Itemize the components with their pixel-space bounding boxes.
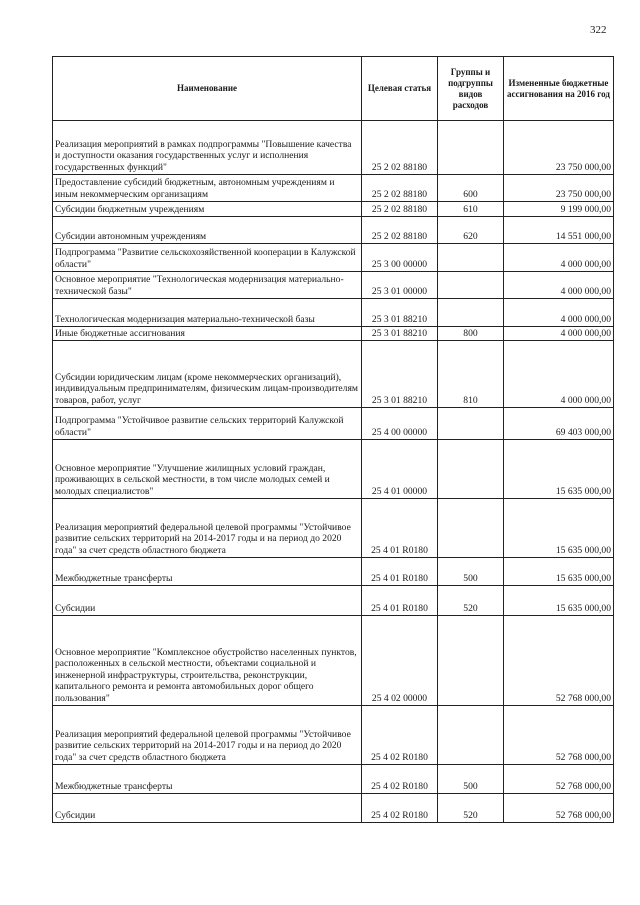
page-number: 322 (590, 24, 607, 36)
row-code: 25 2 02 88180 (362, 121, 438, 175)
row-group (438, 616, 504, 706)
row-name: Подпрограмма "Развитие сельскохозяйственной кооперации в Калужской области" (53, 244, 362, 272)
row-amount: 15 635 000,00 (504, 558, 614, 586)
row-code: 25 3 01 88210 (362, 299, 438, 327)
row-group (438, 440, 504, 499)
table-row (53, 794, 614, 823)
table-row (53, 121, 614, 175)
table-row (53, 341, 614, 408)
row-name: Технологическая модернизация материально-технической базы (53, 299, 362, 327)
row-code: 25 4 02 R0180 (362, 794, 438, 823)
row-name: Субсидии автономным учреждениям (53, 217, 362, 244)
table-row (53, 765, 614, 794)
row-name: Субсидии бюджетным учреждениям (53, 202, 362, 217)
row-amount: 4 000 000,00 (504, 272, 614, 299)
row-amount: 52 768 000,00 (504, 794, 614, 823)
row-group: 500 (438, 765, 504, 794)
row-name: Предоставление субсидий бюджетным, автономным учреждениям и иным некоммерческим организациям (53, 175, 362, 202)
row-code: 25 4 01 R0180 (362, 499, 438, 558)
row-group (438, 408, 504, 440)
row-code: 25 4 01 R0180 (362, 586, 438, 616)
row-name: Субсидии (53, 794, 362, 823)
row-code: 25 4 01 00000 (362, 440, 438, 499)
row-code: 25 4 02 R0180 (362, 706, 438, 765)
row-name: Реализация мероприятий федеральной целевой программы "Устойчивое развитие сельских территорий на 2014-2017 годы и на период до 2020 года" за счет средств областного бюджета (53, 499, 362, 558)
row-group: 620 (438, 217, 504, 244)
row-name: Реализация мероприятий в рамках подпрограммы "Повышение качества и доступности оказания государственных услуг и исполнения государственных функций" (53, 121, 362, 175)
table-row (53, 175, 614, 202)
row-amount: 69 403 000,00 (504, 408, 614, 440)
row-group: 600 (438, 175, 504, 202)
budget-table (52, 56, 614, 823)
row-amount: 52 768 000,00 (504, 616, 614, 706)
row-name: Реализация мероприятий федеральной целевой программы "Устойчивое развитие сельских территорий на 2014-2017 годы и на период до 2020 года" за счет средств областного бюджета (53, 706, 362, 765)
row-code: 25 2 02 88180 (362, 217, 438, 244)
row-group (438, 244, 504, 272)
table-row (53, 244, 614, 272)
row-name: Основное мероприятие "Технологическая модернизация материально-технической базы" (53, 272, 362, 299)
row-amount: 23 750 000,00 (504, 121, 614, 175)
row-amount: 52 768 000,00 (504, 765, 614, 794)
row-amount: 15 635 000,00 (504, 499, 614, 558)
row-group (438, 121, 504, 175)
row-name: Субсидии (53, 586, 362, 616)
header-code: Целевая статья (362, 57, 438, 121)
row-name: Подпрограмма "Устойчивое развитие сельских территорий Калужской области" (53, 408, 362, 440)
row-group (438, 706, 504, 765)
row-code: 25 4 02 R0180 (362, 765, 438, 794)
row-code: 25 4 01 R0180 (362, 558, 438, 586)
row-code: 25 3 01 88210 (362, 327, 438, 341)
table-row (53, 327, 614, 341)
table-row (53, 202, 614, 217)
row-name: Межбюджетные трансферты (53, 558, 362, 586)
row-name: Основное мероприятие "Улучшение жилищных условий граждан, проживающих в сельской местности, в том числе молодых семей и молодых специалистов" (53, 440, 362, 499)
row-code: 25 3 01 00000 (362, 272, 438, 299)
table-row (53, 217, 614, 244)
row-name: Основное мероприятие "Комплексное обустройство населенных пунктов, расположенных в сельской местности, объектами социальной и инженерной инфраструктуры, строительства, реконструкции, капитального ремонта и ремонта автомобильных дорог общего пользования" (53, 616, 362, 706)
row-code: 25 2 02 88180 (362, 175, 438, 202)
row-amount: 15 635 000,00 (504, 440, 614, 499)
table-row (53, 408, 614, 440)
row-amount: 4 000 000,00 (504, 299, 614, 327)
row-amount: 4 000 000,00 (504, 341, 614, 408)
header-group: Группы и подгруппы видов расходов (438, 57, 504, 121)
row-amount: 9 199 000,00 (504, 202, 614, 217)
row-group (438, 272, 504, 299)
row-group: 520 (438, 794, 504, 823)
header-amount: Измененные бюджетные ассигнования на 2016 год (504, 57, 614, 121)
table-row (53, 706, 614, 765)
row-amount: 4 000 000,00 (504, 327, 614, 341)
table-row (53, 499, 614, 558)
row-code: 25 3 00 00000 (362, 244, 438, 272)
row-name: Иные бюджетные ассигнования (53, 327, 362, 341)
row-group: 500 (438, 558, 504, 586)
table-row (53, 586, 614, 616)
row-name: Субсидии юридическим лицам (кроме некоммерческих организаций), индивидуальным предпринимателям, физическим лицам-производителям товаров, работ, услуг (53, 341, 362, 408)
table-row (53, 616, 614, 706)
row-amount: 23 750 000,00 (504, 175, 614, 202)
table-row (53, 299, 614, 327)
row-group: 610 (438, 202, 504, 217)
row-group (438, 499, 504, 558)
row-group (438, 299, 504, 327)
row-amount: 52 768 000,00 (504, 706, 614, 765)
row-code: 25 4 00 00000 (362, 408, 438, 440)
row-amount: 4 000 000,00 (504, 244, 614, 272)
header-name: Наименование (53, 57, 362, 121)
row-code: 25 4 02 00000 (362, 616, 438, 706)
row-group: 800 (438, 327, 504, 341)
table-row (53, 272, 614, 299)
row-amount: 14 551 000,00 (504, 217, 614, 244)
row-group: 520 (438, 586, 504, 616)
table-row (53, 558, 614, 586)
row-amount: 15 635 000,00 (504, 586, 614, 616)
row-name: Межбюджетные трансферты (53, 765, 362, 794)
row-code: 25 2 02 88180 (362, 202, 438, 217)
row-code: 25 3 01 88210 (362, 341, 438, 408)
row-group: 810 (438, 341, 504, 408)
table-row (53, 440, 614, 499)
